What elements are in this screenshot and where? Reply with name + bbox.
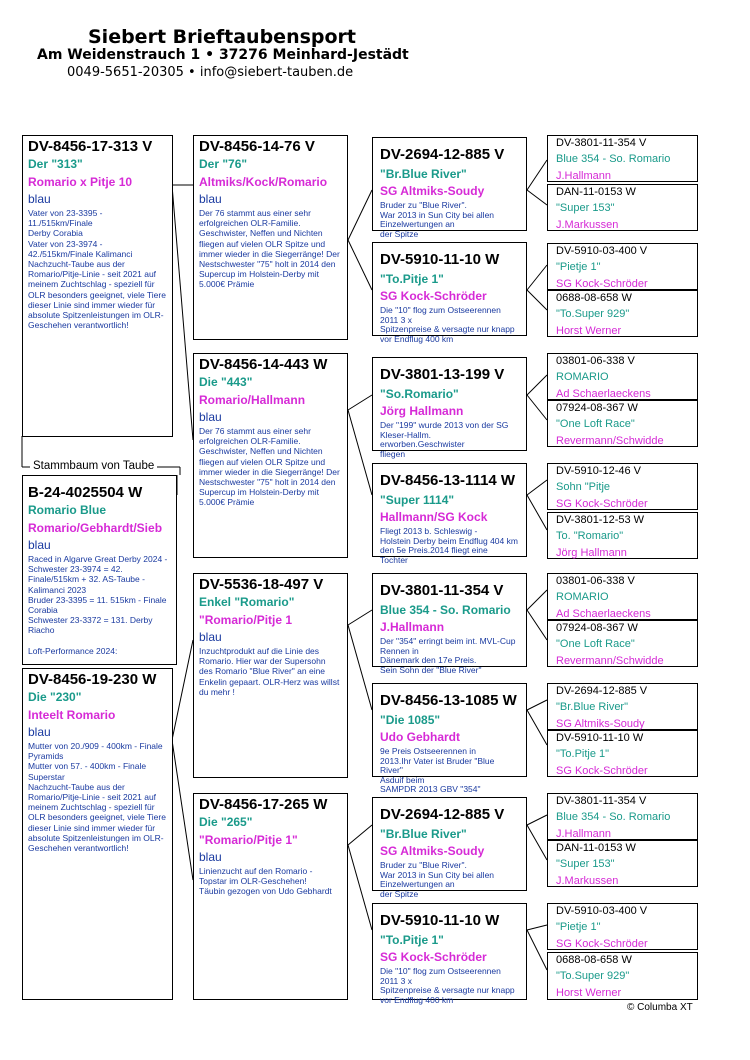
pigeon-info: Raced in Algarve Great Derby 2024 - Schwester 23-3974 = 42. Finale/515km + 32. AS-Taube - Kalimanci 2023 Bruder 23-3395 = 11. 515km - Finale Corabia Schwester 23-3372 = 131. Derby Riacho Loft-Performance 2024: [28,554,168,656]
pigeon-name: ROMARIO [556,591,609,603]
pigeon-name: "Super 1114" [380,493,455,507]
grandparent-card [193,573,348,778]
pigeon-info: 9e Preis Ostseerennen in 2013.Ihr Vater ist Bruder "Blue River" Asduif beim SAMPDR 2013 GBV "354" [380,746,495,795]
breeder-name: Jörg Hallmann [556,547,627,559]
great-grandparent-card [372,242,527,344]
pigeon-name: "Br.Blue River" [380,167,467,181]
gen4-card [547,135,698,182]
pigeon-info: Der 76 stammt aus einer sehr erfolgreichen OLR-Familie. Geschwister, Neffen und Nichten fliegen auf vielen OLR Spitze und immer wieder in die Siegerränge! Der Nestschwester "75" holt in 2014 den Supercup im Holstein-Derby mit 5.000€ Prämie [199,426,340,508]
gen4-card [547,793,698,840]
pigeon-info: Der "199" wurde 2013 von der SG Kleser-Hallm. erworben.Geschwister fliegen [380,420,509,459]
pigeon-info: Die "10" flog zum Ostseerennen 2011 3 x Spitzenpreise & versagte nur knapp vor Endflug 400 km [380,305,515,344]
breeder-name: SG Kock-Schröder [556,498,648,510]
great-grandparent-card [372,137,527,239]
breeder-name: J.Hallmann [556,828,612,840]
pigeon-color: blau [199,410,222,424]
pigeon-name: To. "Romario" [556,530,624,542]
pigeon-name: Enkel "Romario" [199,595,295,609]
breeder-name: SG Altmiks-Soudy [380,184,485,198]
gen4-card [547,730,698,777]
pigeon-info: Mutter von 20./909 - 400km - Finale Pyramids Mutter von 57. - 400km - Finale Superstar Nachzucht-Taube aus der Romario/Pitje-Linie - seit 2021 auf meinem Zuchtschlag - speziell für OLR besonders geeignet, viele Tiere dieser Linie sind immer wieder für absolute Spitzenleistungen im OLR- Geschehen verantwortlich! [28,741,166,854]
breeder-name: "Romario/Pitje 1" [199,833,298,847]
ring-number: DV-8456-13-1114 W [380,472,516,489]
breeder-name: Revermann/Schwidde [556,435,664,447]
father-card [22,135,173,437]
copyright-notice: © Columba XT [627,1002,693,1013]
ring-number: DV-3801-11-354 V [556,137,647,149]
ring-number: DV-8456-17-313 V [28,138,153,155]
ring-number: B-24-4025504 W [28,484,143,501]
pigeon-name: "Pietje 1" [556,261,601,273]
pigeon-color: blau [199,630,222,644]
gen4-card [547,184,698,231]
breeder-name: "Romario/Pitje 1 [199,613,293,627]
gen4-card [547,683,698,730]
breeder-name: Romario x Pitje 10 [28,175,133,189]
breeder-name: SG Kock-Schröder [556,765,648,777]
breeder-name: J.Hallmann [380,620,445,634]
great-grandparent-card [372,797,527,899]
grandparent-card [193,353,348,558]
pigeon-name: Blue 354 - So. Romario [556,153,671,165]
ring-number: DV-5910-11-10 W [380,912,500,929]
pigeon-name: "So.Romario" [380,387,459,401]
great-grandparent-card [372,683,527,795]
pigeon-name: "To.Super 929" [556,970,630,982]
pigeon-name: Die "265" [199,815,253,829]
pigeon-name: Der "76" [199,157,248,171]
pigeon-color: blau [28,192,51,206]
pigeon-info: Der "354" erringt beim int. MVL-Cup Rennen in Dänemark den 17e Preis. Sein Sohn der "Blue River" [380,636,516,675]
breeder-name: J.Markussen [556,875,619,887]
gen4-card [547,353,698,400]
pigeon-color: blau [199,850,222,864]
great-grandparent-card [372,463,527,565]
pigeon-info: Bruder zu "Blue River". War 2013 in Sun City bei allen Einzelwertungen an der Spitze [380,200,495,239]
breeder-name: Ad Schaerlaeckens [556,388,651,400]
ring-number: DAN-11-0153 W [556,186,636,198]
great-grandparent-card [372,903,527,1005]
ring-number: DV-8456-14-76 V [199,138,315,155]
pigeon-name: Die "443" [199,375,253,389]
great-grandparent-card [372,573,527,675]
ring-number: DV-5910-03-400 V [556,245,648,257]
gen4-card [547,243,698,290]
breeder-name: SG Kock-Schröder [380,950,487,964]
ring-number: 0688-08-658 W [556,954,632,966]
pigeon-name: Sohn "Pitje [556,481,611,493]
pigeon-info: Vater von 23-3395 - 11./515km/Finale Derby Corabia Vater von 23-3974 - 42./515km/Finale Kalimanci Nachzucht-Taube aus der Romario/Pitje-Linie - seit 2021 auf meinem Zuchtschlag - speziell für OLR besonders geeignet, viele Tiere dieser Linie sind immer wieder für absolute Spitzenleistungen im OLR- Geschehen verantwortlich! [28,208,166,331]
pigeon-name: Blue 354 - So. Romario [380,603,511,617]
ring-number: DV-5910-12-46 V [556,465,641,477]
breeder-name: Horst Werner [556,325,622,337]
ring-number: DV-8456-14-443 W [199,356,328,373]
breeder-address: Am Weidenstrauch 1 • 37276 Meinhard-Jestädt [37,47,409,63]
pigeon-color: blau [28,538,51,552]
ring-number: DV-3801-11-354 V [556,795,647,807]
breeder-name: Revermann/Schwidde [556,655,664,667]
breeder-name: Udo Gebhardt [380,730,460,744]
gen4-card [547,573,698,620]
pedigree-caption: Stammbaum von Taube [30,460,157,472]
pigeon-info: Die "10" flog zum Ostseerennen 2011 3 x Spitzenpreise & versagte nur knapp vor Endflug 400 km [380,966,515,1005]
breeder-contact: 0049-5651-20305 • info@siebert-tauben.de [67,65,354,80]
ring-number: DV-3801-11-354 V [380,582,504,599]
pigeon-info: Inzuchtprodukt auf die Linie des Romario. Hier war der Supersohn des Romario "Blue River" an eine Enkelin gepaart. OLR-Herz was willst du mehr ! [199,646,340,697]
ring-number: 03801-06-338 V [556,575,635,587]
breeder-name: Horst Werner [556,987,622,999]
pigeon-name: "Die 1085" [380,713,441,727]
pigeon-name: Die "230" [28,690,82,704]
breeder-name: SG Altmiks-Soudy [556,718,645,730]
pigeon-name: "To.Super 929" [556,308,630,320]
ring-number: DV-5910-11-10 W [556,732,644,744]
ring-number: 03801-06-338 V [556,355,635,367]
gen4-card [547,463,698,510]
subject-card [22,475,177,665]
mother-card [22,668,173,1000]
gen4-card [547,290,698,337]
ring-number: DV-8456-19-230 W [28,671,157,688]
breeder-name: SG Kock-Schröder [556,278,648,290]
pigeon-info: Bruder zu "Blue River". War 2013 in Sun City bei allen Einzelwertungen an der Spitze [380,860,495,899]
pigeon-info: Linienzucht auf den Romario - Topstar im OLR-Geschehen! Täubin gezogen von Udo Gebhardt [199,866,332,897]
pigeon-info: Der 76 stammt aus einer sehr erfolgreichen OLR-Familie. Geschwister, Neffen und Nichten fliegen auf vielen OLR Spitze und immer wieder in die Siegerränge! Der Nestschwester "75" holt in 2014 den Supercup im Holstein-Derby mit 5.000€ Prämie [199,208,340,290]
grandparent-card [193,135,348,340]
breeder-name: Ad Schaerlaeckens [556,608,651,620]
ring-number: 0688-08-658 W [556,292,632,304]
breeder-name: J.Hallmann [556,170,612,182]
ring-number: DV-5536-18-497 V [199,576,324,593]
ring-number: DV-2694-12-885 V [380,146,505,163]
pigeon-name: "Super 153" [556,858,615,870]
breeder-name: SG Altmiks-Soudy [380,844,485,858]
breeder-title: Siebert Brieftaubensport [88,26,357,48]
pigeon-name: "One Loft Race" [556,638,635,650]
breeder-name: Inteelt Romario [28,708,116,722]
ring-number: DV-5910-03-400 V [556,905,648,917]
pigeon-name: Romario Blue [28,503,107,517]
gen4-card [547,400,698,447]
ring-number: 07924-08-367 W [556,402,638,414]
ring-number: DV-3801-13-199 V [380,366,505,383]
pigeon-name: "To.Pitje 1" [380,272,444,286]
pigeon-name: "To.Pitje 1" [380,933,444,947]
breeder-name: SG Kock-Schröder [380,289,487,303]
gen4-card [547,512,698,559]
ring-number: DV-2694-12-885 V [556,685,648,697]
ring-number: DV-8456-17-265 W [199,796,328,813]
pigeon-name: ROMARIO [556,371,609,383]
pigeon-name: "Br.Blue River" [556,701,628,713]
breeder-name: Hallmann/SG Kock [380,510,488,524]
pigeon-info: Fliegt 2013 b. Schleswig - Holstein Derby beim Endflug 404 km den 5e Preis.2014 fliegt eine Tochter [380,526,518,565]
pigeon-name: Blue 354 - So. Romario [556,811,671,823]
breeder-name: Altmiks/Kock/Romario [199,175,328,189]
ring-number: DV-5910-11-10 W [380,251,500,268]
great-grandparent-card [372,357,527,459]
pigeon-name: "Super 153" [556,202,615,214]
grandparent-card [193,793,348,1000]
breeder-name: SG Kock-Schröder [556,938,648,950]
ring-number: DAN-11-0153 W [556,842,636,854]
breeder-name: J.Markussen [556,219,619,231]
ring-number: DV-2694-12-885 V [380,806,505,823]
ring-number: DV-8456-13-1085 W [380,692,517,709]
ring-number: DV-3801-12-53 W [556,514,645,526]
breeder-name: Romario/Gebhardt/Sieb [28,521,163,535]
pigeon-name: "Pietje 1" [556,921,601,933]
pigeon-color: blau [28,725,51,739]
breeder-name: Romario/Hallmann [199,393,306,407]
pigeon-color: blau [199,192,222,206]
gen4-card [547,840,698,887]
pigeon-name: "To.Pitje 1" [556,748,610,760]
pigeon-name: "Br.Blue River" [380,827,467,841]
ring-number: 07924-08-367 W [556,622,638,634]
pigeon-name: "One Loft Race" [556,418,635,430]
pigeon-name: Der "313" [28,157,83,171]
breeder-name: Jörg Hallmann [380,404,464,418]
gen4-card [547,620,698,667]
gen4-card [547,952,698,1000]
gen4-card [547,903,698,950]
